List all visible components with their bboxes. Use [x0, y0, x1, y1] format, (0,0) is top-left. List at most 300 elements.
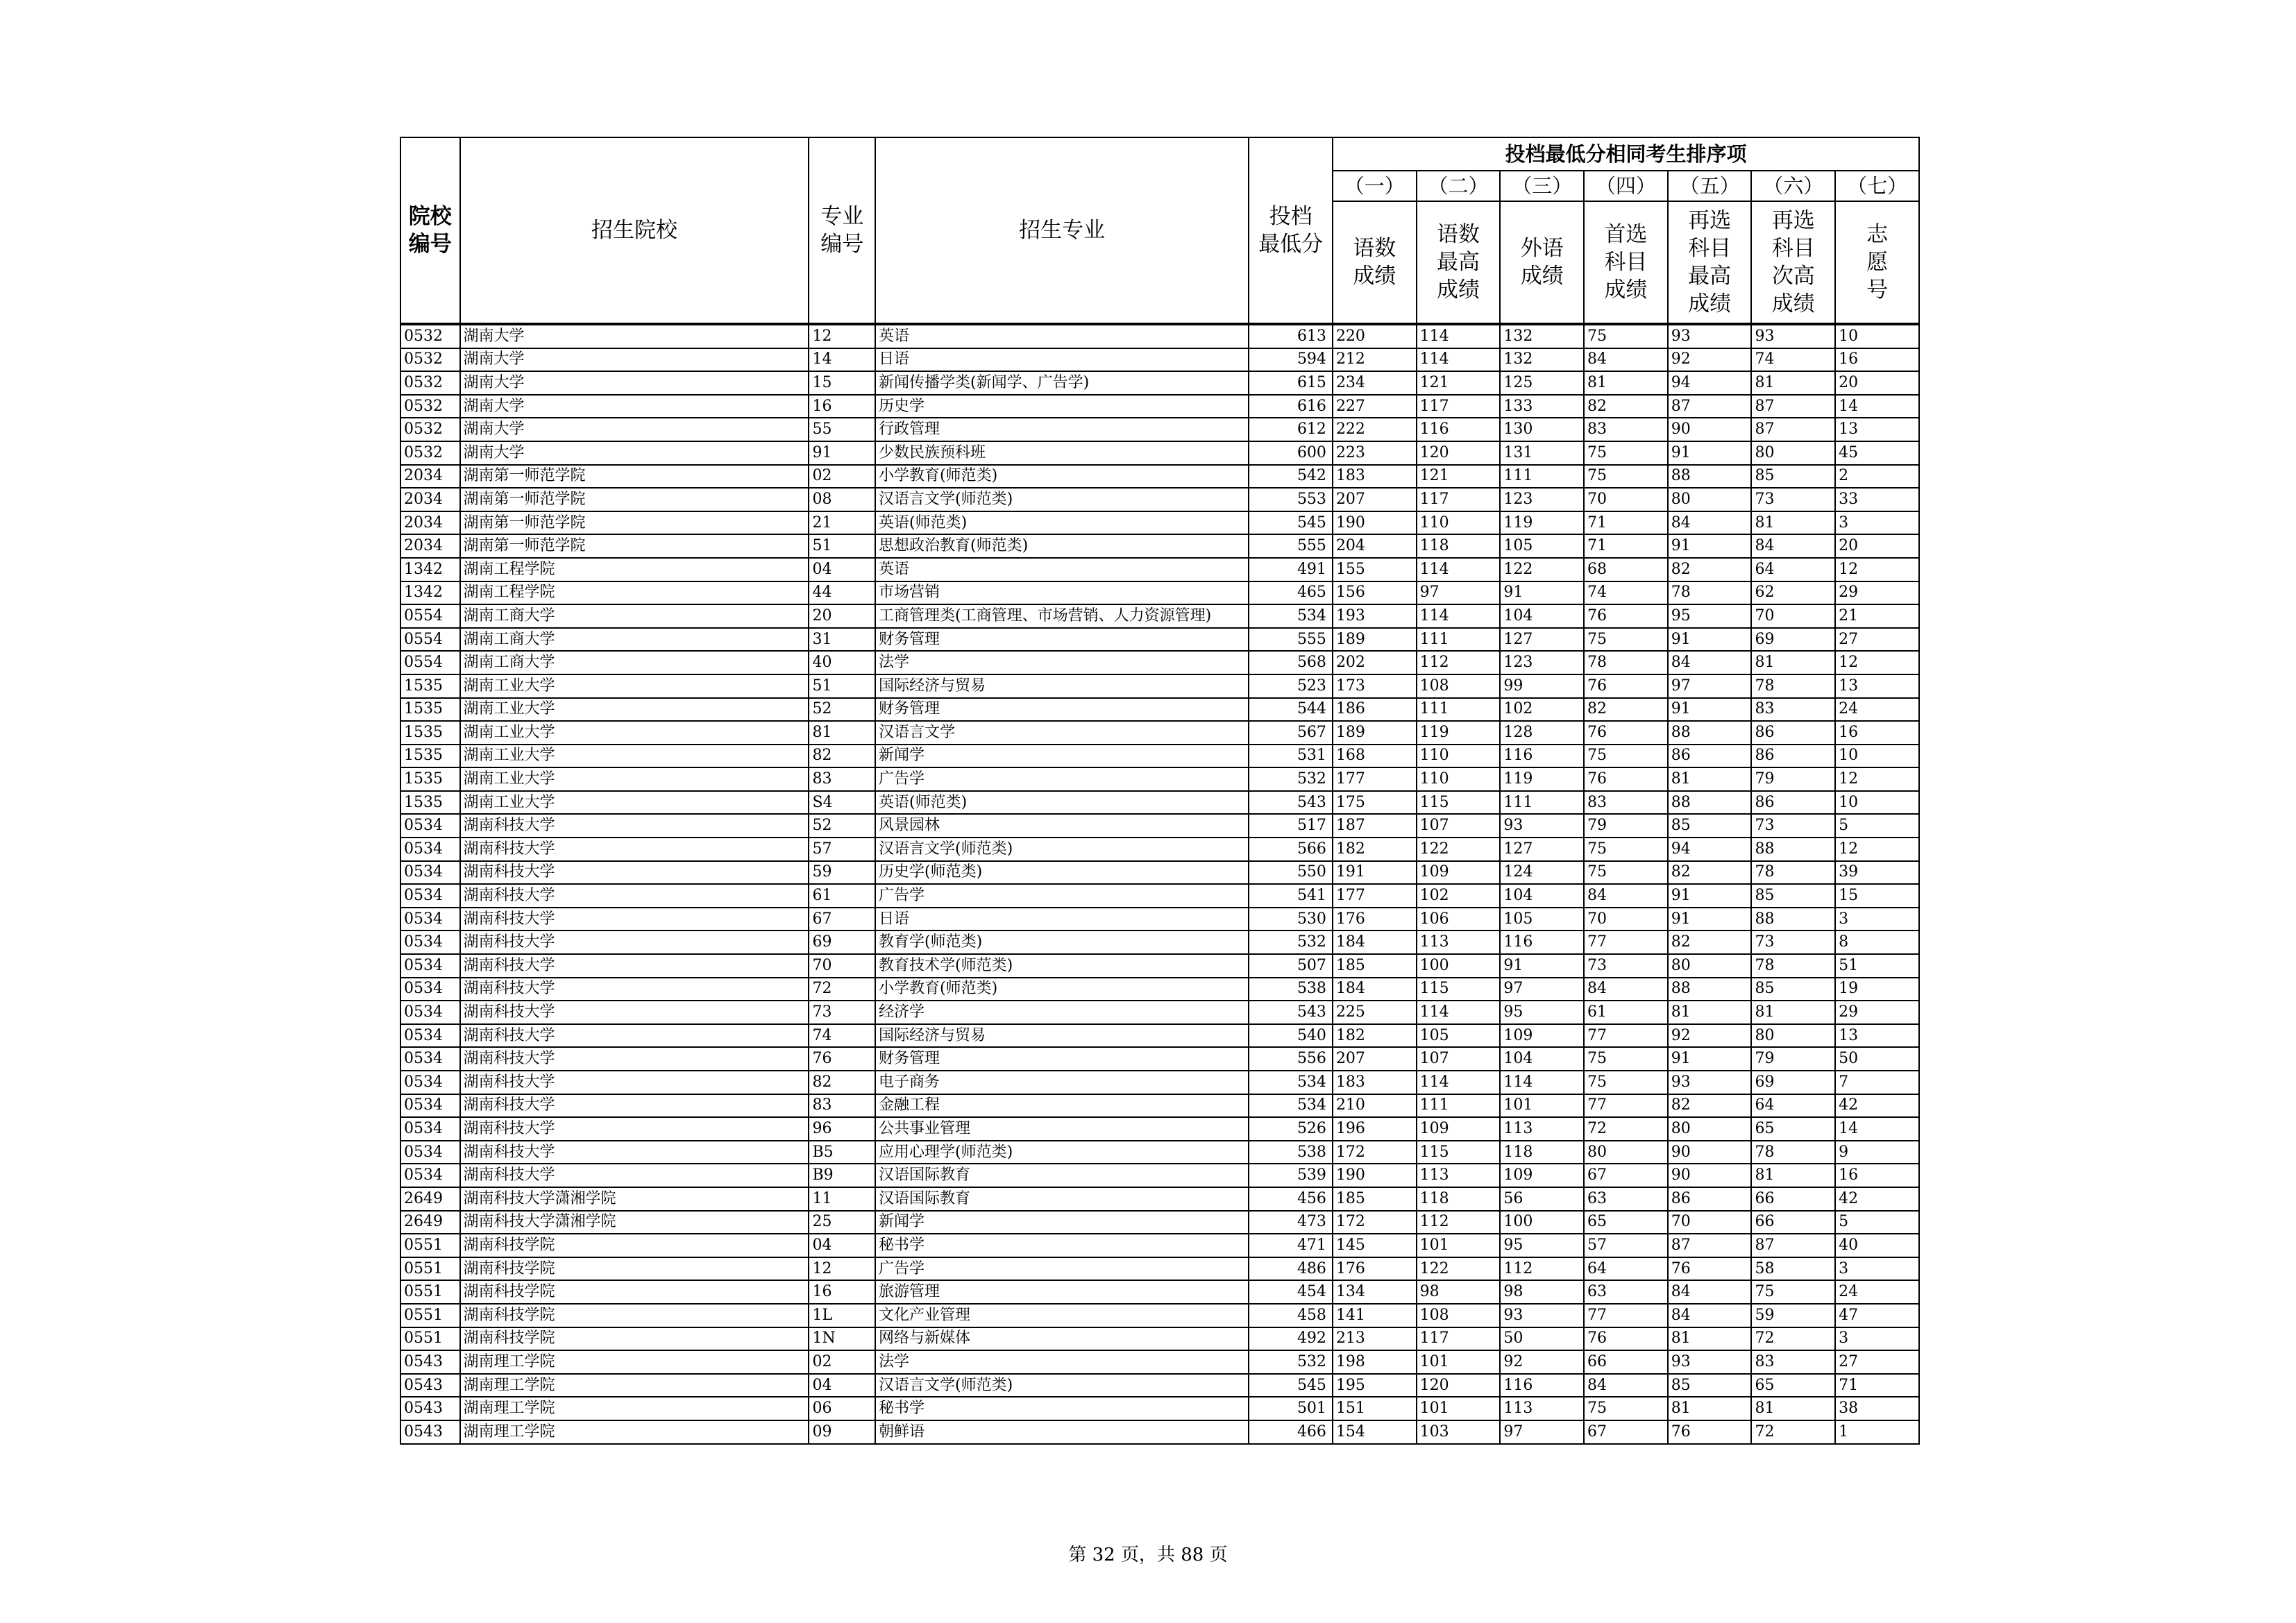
- cell-score-chinese-math-max: 115: [1417, 978, 1501, 1001]
- cell-score-chinese-math-max: 98: [1417, 1280, 1501, 1304]
- cell-score-chinese-math: 189: [1333, 721, 1417, 745]
- cell-school-name: 湖南科技大学: [460, 908, 809, 931]
- cell-preference-number: 20: [1835, 534, 1919, 558]
- cell-score-first-subject: 75: [1584, 838, 1668, 861]
- cell-school-code: 2034: [400, 465, 460, 488]
- table-row: [400, 1187, 1919, 1211]
- cell-school-name: 湖南科技学院: [460, 1280, 809, 1304]
- cell-score-chinese-math-max: 109: [1417, 861, 1501, 885]
- cell-score-reselect-max: 92: [1668, 1024, 1752, 1048]
- cell-school-name: 湖南科技大学: [460, 884, 809, 908]
- cell-school-code: 0554: [400, 604, 460, 628]
- cell-score-reselect-second: 87: [1751, 1234, 1835, 1257]
- cell-score-chinese-math: 155: [1333, 558, 1417, 581]
- cell-school-code: 0534: [400, 1024, 460, 1048]
- cell-major-name: 少数民族预科班: [875, 441, 1249, 465]
- cell-score-reselect-max: 81: [1668, 1327, 1752, 1351]
- cell-score-chinese-math: 220: [1333, 324, 1417, 348]
- table-row: [400, 465, 1919, 488]
- cell-preference-number: 40: [1835, 1234, 1919, 1257]
- cell-score-chinese-math: 141: [1333, 1304, 1417, 1327]
- cell-score-chinese-math: 182: [1333, 1024, 1417, 1048]
- cell-score-foreign-language: 130: [1500, 418, 1584, 441]
- cell-score-foreign-language: 125: [1500, 371, 1584, 395]
- cell-score-reselect-second: 79: [1751, 767, 1835, 791]
- cell-preference-number: 3: [1835, 908, 1919, 931]
- cell-score-chinese-math: 195: [1333, 1374, 1417, 1397]
- cell-preference-number: 1: [1835, 1420, 1919, 1444]
- cell-score-reselect-max: 84: [1668, 1280, 1752, 1304]
- cell-score-foreign-language: 123: [1500, 651, 1584, 674]
- cell-score-reselect-second: 73: [1751, 488, 1835, 511]
- cell-major-code: 14: [809, 348, 875, 372]
- cell-score-reselect-second: 74: [1751, 348, 1835, 372]
- table-row: [400, 348, 1919, 372]
- table-row: [400, 1094, 1919, 1118]
- cell-score-first-subject: 57: [1584, 1234, 1668, 1257]
- cell-school-name: 湖南科技大学: [460, 978, 809, 1001]
- cell-score-reselect-second: 75: [1751, 1280, 1835, 1304]
- cell-preference-number: 13: [1835, 674, 1919, 698]
- cell-school-code: 0551: [400, 1257, 460, 1281]
- cell-major-name: 国际经济与贸易: [875, 674, 1249, 698]
- cell-major-name: 广告学: [875, 767, 1249, 791]
- cell-score-reselect-max: 93: [1668, 1071, 1752, 1094]
- cell-major-code: B9: [809, 1164, 875, 1187]
- table-row: [400, 371, 1919, 395]
- cell-preference-number: 29: [1835, 581, 1919, 605]
- cell-score-foreign-language: 112: [1500, 1257, 1584, 1281]
- cell-score-first-subject: 78: [1584, 651, 1668, 674]
- cell-score-chinese-math-max: 115: [1417, 791, 1501, 815]
- cell-score-reselect-second: 87: [1751, 395, 1835, 418]
- table-row: [400, 1397, 1919, 1420]
- cell-major-name: 旅游管理: [875, 1280, 1249, 1304]
- cell-score-chinese-math: 177: [1333, 767, 1417, 791]
- cell-min-score: 555: [1249, 534, 1333, 558]
- cell-score-reselect-max: 82: [1668, 1094, 1752, 1118]
- cell-school-code: 0534: [400, 814, 460, 838]
- cell-score-foreign-language: 93: [1500, 1304, 1584, 1327]
- cell-major-name: 广告学: [875, 884, 1249, 908]
- cell-min-score: 530: [1249, 908, 1333, 931]
- cell-score-reselect-second: 62: [1751, 581, 1835, 605]
- header-sort-group-title: 投档最低分相同考生排序项: [1333, 137, 1919, 171]
- table-header: [400, 137, 1919, 324]
- cell-score-first-subject: 76: [1584, 767, 1668, 791]
- cell-score-chinese-math: 184: [1333, 931, 1417, 954]
- cell-major-code: 16: [809, 395, 875, 418]
- cell-score-foreign-language: 109: [1500, 1024, 1584, 1048]
- cell-score-first-subject: 70: [1584, 908, 1668, 931]
- cell-score-reselect-second: 80: [1751, 441, 1835, 465]
- cell-school-name: 湖南工程学院: [460, 558, 809, 581]
- cell-school-name: 湖南第一师范学院: [460, 465, 809, 488]
- cell-school-code: 0534: [400, 884, 460, 908]
- cell-major-name: 新闻传播学类(新闻学、广告学): [875, 371, 1249, 395]
- cell-score-reselect-second: 87: [1751, 418, 1835, 441]
- cell-score-chinese-math: 145: [1333, 1234, 1417, 1257]
- cell-major-name: 文化产业管理: [875, 1304, 1249, 1327]
- cell-score-chinese-math-max: 119: [1417, 721, 1501, 745]
- cell-score-foreign-language: 122: [1500, 558, 1584, 581]
- cell-score-reselect-max: 84: [1668, 651, 1752, 674]
- cell-preference-number: 20: [1835, 371, 1919, 395]
- cell-school-code: 0534: [400, 1094, 460, 1118]
- cell-score-reselect-max: 91: [1668, 441, 1752, 465]
- cell-score-first-subject: 82: [1584, 698, 1668, 722]
- cell-score-foreign-language: 119: [1500, 511, 1584, 535]
- table-row: [400, 1071, 1919, 1094]
- cell-score-first-subject: 77: [1584, 1304, 1668, 1327]
- cell-major-name: 公共事业管理: [875, 1117, 1249, 1141]
- cell-score-reselect-max: 80: [1668, 488, 1752, 511]
- cell-score-foreign-language: 93: [1500, 814, 1584, 838]
- cell-score-chinese-math-max: 122: [1417, 838, 1501, 861]
- cell-major-name: 汉语国际教育: [875, 1187, 1249, 1211]
- cell-preference-number: 5: [1835, 814, 1919, 838]
- cell-score-first-subject: 71: [1584, 534, 1668, 558]
- cell-major-name: 新闻学: [875, 1211, 1249, 1234]
- cell-score-chinese-math: 187: [1333, 814, 1417, 838]
- cell-score-chinese-math: 190: [1333, 511, 1417, 535]
- cell-score-reselect-max: 84: [1668, 1304, 1752, 1327]
- cell-school-code: 2034: [400, 488, 460, 511]
- cell-major-code: S4: [809, 791, 875, 815]
- table-row: [400, 1374, 1919, 1397]
- cell-score-chinese-math-max: 111: [1417, 698, 1501, 722]
- cell-school-name: 湖南大学: [460, 324, 809, 348]
- cell-score-chinese-math-max: 120: [1417, 1374, 1501, 1397]
- cell-score-first-subject: 79: [1584, 814, 1668, 838]
- cell-school-code: 1535: [400, 767, 460, 791]
- cell-school-name: 湖南科技学院: [460, 1257, 809, 1281]
- cell-score-chinese-math-max: 111: [1417, 1094, 1501, 1118]
- cell-school-code: 0534: [400, 1164, 460, 1187]
- cell-score-chinese-math-max: 105: [1417, 1024, 1501, 1048]
- cell-preference-number: 13: [1835, 418, 1919, 441]
- cell-score-first-subject: 84: [1584, 978, 1668, 1001]
- cell-score-reselect-max: 76: [1668, 1257, 1752, 1281]
- cell-score-reselect-second: 65: [1751, 1117, 1835, 1141]
- cell-score-chinese-math: 183: [1333, 1071, 1417, 1094]
- cell-school-code: 0554: [400, 628, 460, 652]
- cell-school-name: 湖南科技学院: [460, 1327, 809, 1351]
- cell-score-reselect-second: 59: [1751, 1304, 1835, 1327]
- table-row: [400, 511, 1919, 535]
- cell-score-chinese-math: 182: [1333, 838, 1417, 861]
- cell-score-chinese-math: 154: [1333, 1420, 1417, 1444]
- cell-school-name: 湖南大学: [460, 441, 809, 465]
- cell-preference-number: 38: [1835, 1397, 1919, 1420]
- cell-score-chinese-math: 175: [1333, 791, 1417, 815]
- table-row: [400, 534, 1919, 558]
- cell-score-reselect-second: 84: [1751, 534, 1835, 558]
- cell-school-name: 湖南科技学院: [460, 1234, 809, 1257]
- cell-score-first-subject: 75: [1584, 861, 1668, 885]
- cell-score-reselect-max: 70: [1668, 1211, 1752, 1234]
- table-row: [400, 767, 1919, 791]
- cell-score-reselect-max: 91: [1668, 534, 1752, 558]
- cell-major-code: 82: [809, 1071, 875, 1094]
- cell-score-foreign-language: 127: [1500, 628, 1584, 652]
- cell-score-chinese-math-max: 122: [1417, 1257, 1501, 1281]
- cell-major-code: 04: [809, 1374, 875, 1397]
- cell-score-first-subject: 63: [1584, 1280, 1668, 1304]
- cell-score-reselect-max: 86: [1668, 745, 1752, 768]
- cell-score-foreign-language: 102: [1500, 698, 1584, 722]
- header-major-name: 招生专业: [875, 137, 1249, 324]
- cell-major-code: 74: [809, 1024, 875, 1048]
- table-row: [400, 978, 1919, 1001]
- cell-score-reselect-second: 78: [1751, 674, 1835, 698]
- cell-preference-number: 14: [1835, 395, 1919, 418]
- cell-min-score: 543: [1249, 1001, 1333, 1024]
- cell-score-reselect-max: 85: [1668, 1374, 1752, 1397]
- cell-min-score: 543: [1249, 791, 1333, 815]
- table-row: [400, 698, 1919, 722]
- cell-score-chinese-math: 176: [1333, 908, 1417, 931]
- cell-min-score: 539: [1249, 1164, 1333, 1187]
- cell-score-reselect-second: 86: [1751, 791, 1835, 815]
- table-row: [400, 954, 1919, 978]
- cell-score-first-subject: 75: [1584, 465, 1668, 488]
- cell-major-code: B5: [809, 1141, 875, 1164]
- cell-major-code: 1L: [809, 1304, 875, 1327]
- cell-major-name: 教育学(师范类): [875, 931, 1249, 954]
- cell-school-name: 湖南工商大学: [460, 604, 809, 628]
- header-sort-label-1: 语数 成绩: [1333, 201, 1417, 324]
- cell-major-name: 秘书学: [875, 1397, 1249, 1420]
- cell-min-score: 473: [1249, 1211, 1333, 1234]
- cell-score-foreign-language: 116: [1500, 745, 1584, 768]
- cell-major-name: 汉语言文学(师范类): [875, 1374, 1249, 1397]
- cell-score-reselect-second: 69: [1751, 1071, 1835, 1094]
- cell-min-score: 531: [1249, 745, 1333, 768]
- cell-min-score: 540: [1249, 1024, 1333, 1048]
- cell-school-name: 湖南工业大学: [460, 745, 809, 768]
- cell-preference-number: 27: [1835, 628, 1919, 652]
- cell-min-score: 542: [1249, 465, 1333, 488]
- cell-school-name: 湖南科技大学: [460, 838, 809, 861]
- cell-score-chinese-math-max: 114: [1417, 324, 1501, 348]
- cell-score-foreign-language: 133: [1500, 395, 1584, 418]
- cell-score-chinese-math-max: 102: [1417, 884, 1501, 908]
- cell-school-name: 湖南科技大学: [460, 1071, 809, 1094]
- table-row: [400, 628, 1919, 652]
- cell-score-chinese-math-max: 117: [1417, 395, 1501, 418]
- cell-major-name: 教育技术学(师范类): [875, 954, 1249, 978]
- cell-major-name: 风景园林: [875, 814, 1249, 838]
- cell-min-score: 545: [1249, 1374, 1333, 1397]
- cell-preference-number: 5: [1835, 1211, 1919, 1234]
- cell-min-score: 594: [1249, 348, 1333, 372]
- cell-score-foreign-language: 132: [1500, 324, 1584, 348]
- table-row: [400, 1234, 1919, 1257]
- cell-major-code: 91: [809, 441, 875, 465]
- cell-score-first-subject: 80: [1584, 1141, 1668, 1164]
- cell-major-name: 小学教育(师范类): [875, 978, 1249, 1001]
- cell-score-foreign-language: 91: [1500, 581, 1584, 605]
- cell-school-name: 湖南工程学院: [460, 581, 809, 605]
- cell-score-foreign-language: 91: [1500, 954, 1584, 978]
- cell-min-score: 532: [1249, 931, 1333, 954]
- cell-major-name: 金融工程: [875, 1094, 1249, 1118]
- header-sort-order-7: （七）: [1835, 171, 1919, 201]
- cell-school-code: 0534: [400, 908, 460, 931]
- cell-score-foreign-language: 123: [1500, 488, 1584, 511]
- cell-major-code: 51: [809, 674, 875, 698]
- cell-score-chinese-math-max: 114: [1417, 1001, 1501, 1024]
- cell-preference-number: 16: [1835, 721, 1919, 745]
- cell-preference-number: 14: [1835, 1117, 1919, 1141]
- cell-preference-number: 12: [1835, 838, 1919, 861]
- cell-major-name: 财务管理: [875, 628, 1249, 652]
- cell-major-code: 02: [809, 465, 875, 488]
- cell-score-reselect-max: 91: [1668, 628, 1752, 652]
- cell-school-code: 0551: [400, 1304, 460, 1327]
- cell-school-code: 0532: [400, 348, 460, 372]
- cell-school-name: 湖南工业大学: [460, 674, 809, 698]
- cell-score-first-subject: 76: [1584, 1327, 1668, 1351]
- cell-score-foreign-language: 111: [1500, 465, 1584, 488]
- cell-score-foreign-language: 95: [1500, 1234, 1584, 1257]
- cell-score-reselect-max: 93: [1668, 1350, 1752, 1374]
- cell-score-foreign-language: 104: [1500, 1047, 1584, 1071]
- cell-score-reselect-second: 66: [1751, 1187, 1835, 1211]
- cell-score-reselect-second: 65: [1751, 1374, 1835, 1397]
- cell-school-code: 0534: [400, 954, 460, 978]
- cell-min-score: 465: [1249, 581, 1333, 605]
- cell-school-name: 湖南第一师范学院: [460, 511, 809, 535]
- cell-school-code: 2649: [400, 1187, 460, 1211]
- cell-major-code: 04: [809, 558, 875, 581]
- cell-score-chinese-math: 134: [1333, 1280, 1417, 1304]
- cell-preference-number: 51: [1835, 954, 1919, 978]
- cell-score-reselect-second: 88: [1751, 838, 1835, 861]
- cell-score-reselect-second: 64: [1751, 1094, 1835, 1118]
- cell-score-chinese-math: 191: [1333, 861, 1417, 885]
- cell-school-code: 0534: [400, 838, 460, 861]
- cell-score-reselect-second: 70: [1751, 604, 1835, 628]
- table-row: [400, 838, 1919, 861]
- cell-preference-number: 47: [1835, 1304, 1919, 1327]
- cell-major-code: 1N: [809, 1327, 875, 1351]
- cell-score-foreign-language: 104: [1500, 604, 1584, 628]
- cell-min-score: 456: [1249, 1187, 1333, 1211]
- cell-score-reselect-max: 81: [1668, 1001, 1752, 1024]
- cell-score-first-subject: 67: [1584, 1164, 1668, 1187]
- cell-major-name: 国际经济与贸易: [875, 1024, 1249, 1048]
- header-min-score: 投档 最低分: [1249, 137, 1333, 324]
- cell-score-chinese-math: 210: [1333, 1094, 1417, 1118]
- cell-score-foreign-language: 105: [1500, 908, 1584, 931]
- cell-school-code: 0534: [400, 1117, 460, 1141]
- cell-school-code: 1342: [400, 581, 460, 605]
- cell-min-score: 532: [1249, 767, 1333, 791]
- table-row: [400, 1117, 1919, 1141]
- cell-score-reselect-max: 91: [1668, 1047, 1752, 1071]
- table-row: [400, 1257, 1919, 1281]
- cell-score-first-subject: 82: [1584, 395, 1668, 418]
- cell-score-first-subject: 77: [1584, 1024, 1668, 1048]
- cell-school-code: 0532: [400, 418, 460, 441]
- header-school-code: 院校 编号: [400, 137, 460, 324]
- header-sort-label-5: 再选 科目 最高 成绩: [1668, 201, 1752, 324]
- cell-school-code: 0532: [400, 324, 460, 348]
- table-row: [400, 651, 1919, 674]
- cell-score-reselect-second: 81: [1751, 1001, 1835, 1024]
- cell-major-name: 朝鲜语: [875, 1420, 1249, 1444]
- cell-score-chinese-math: 207: [1333, 488, 1417, 511]
- cell-min-score: 532: [1249, 1350, 1333, 1374]
- cell-major-name: 英语: [875, 324, 1249, 348]
- cell-score-foreign-language: 113: [1500, 1397, 1584, 1420]
- cell-score-reselect-second: 85: [1751, 465, 1835, 488]
- cell-school-name: 湖南科技大学: [460, 1141, 809, 1164]
- cell-score-reselect-second: 66: [1751, 1211, 1835, 1234]
- cell-preference-number: 12: [1835, 558, 1919, 581]
- cell-major-name: 电子商务: [875, 1071, 1249, 1094]
- cell-score-reselect-max: 88: [1668, 791, 1752, 815]
- cell-preference-number: 7: [1835, 1071, 1919, 1094]
- cell-score-chinese-math-max: 112: [1417, 651, 1501, 674]
- cell-school-name: 湖南科技大学: [460, 954, 809, 978]
- cell-major-name: 法学: [875, 1350, 1249, 1374]
- cell-school-name: 湖南工业大学: [460, 791, 809, 815]
- cell-major-name: 广告学: [875, 1257, 1249, 1281]
- cell-school-name: 湖南理工学院: [460, 1374, 809, 1397]
- cell-preference-number: 8: [1835, 931, 1919, 954]
- cell-score-chinese-math-max: 117: [1417, 488, 1501, 511]
- cell-score-chinese-math-max: 115: [1417, 1141, 1501, 1164]
- cell-score-first-subject: 83: [1584, 418, 1668, 441]
- cell-major-name: 网络与新媒体: [875, 1327, 1249, 1351]
- cell-score-reselect-max: 90: [1668, 418, 1752, 441]
- cell-score-reselect-second: 85: [1751, 884, 1835, 908]
- cell-preference-number: 13: [1835, 1024, 1919, 1048]
- cell-min-score: 538: [1249, 1141, 1333, 1164]
- table-row: [400, 581, 1919, 605]
- cell-min-score: 553: [1249, 488, 1333, 511]
- cell-score-chinese-math-max: 113: [1417, 931, 1501, 954]
- cell-preference-number: 71: [1835, 1374, 1919, 1397]
- cell-major-code: 20: [809, 604, 875, 628]
- header-sort-label-2: 语数 最高 成绩: [1417, 201, 1501, 324]
- cell-score-reselect-max: 82: [1668, 861, 1752, 885]
- cell-major-code: 31: [809, 628, 875, 652]
- cell-score-chinese-math: 151: [1333, 1397, 1417, 1420]
- cell-score-chinese-math: 227: [1333, 395, 1417, 418]
- cell-min-score: 567: [1249, 721, 1333, 745]
- cell-score-reselect-max: 85: [1668, 814, 1752, 838]
- cell-preference-number: 24: [1835, 698, 1919, 722]
- cell-score-reselect-max: 80: [1668, 954, 1752, 978]
- cell-major-name: 财务管理: [875, 1047, 1249, 1071]
- cell-school-code: 0551: [400, 1234, 460, 1257]
- cell-school-name: 湖南科技大学: [460, 1001, 809, 1024]
- cell-score-first-subject: 75: [1584, 324, 1668, 348]
- cell-score-reselect-second: 86: [1751, 721, 1835, 745]
- cell-major-code: 11: [809, 1187, 875, 1211]
- cell-school-code: 2649: [400, 1211, 460, 1234]
- cell-major-name: 汉语国际教育: [875, 1164, 1249, 1187]
- cell-score-chinese-math-max: 114: [1417, 348, 1501, 372]
- cell-min-score: 458: [1249, 1304, 1333, 1327]
- cell-school-name: 湖南大学: [460, 418, 809, 441]
- cell-major-code: 57: [809, 838, 875, 861]
- cell-score-first-subject: 75: [1584, 745, 1668, 768]
